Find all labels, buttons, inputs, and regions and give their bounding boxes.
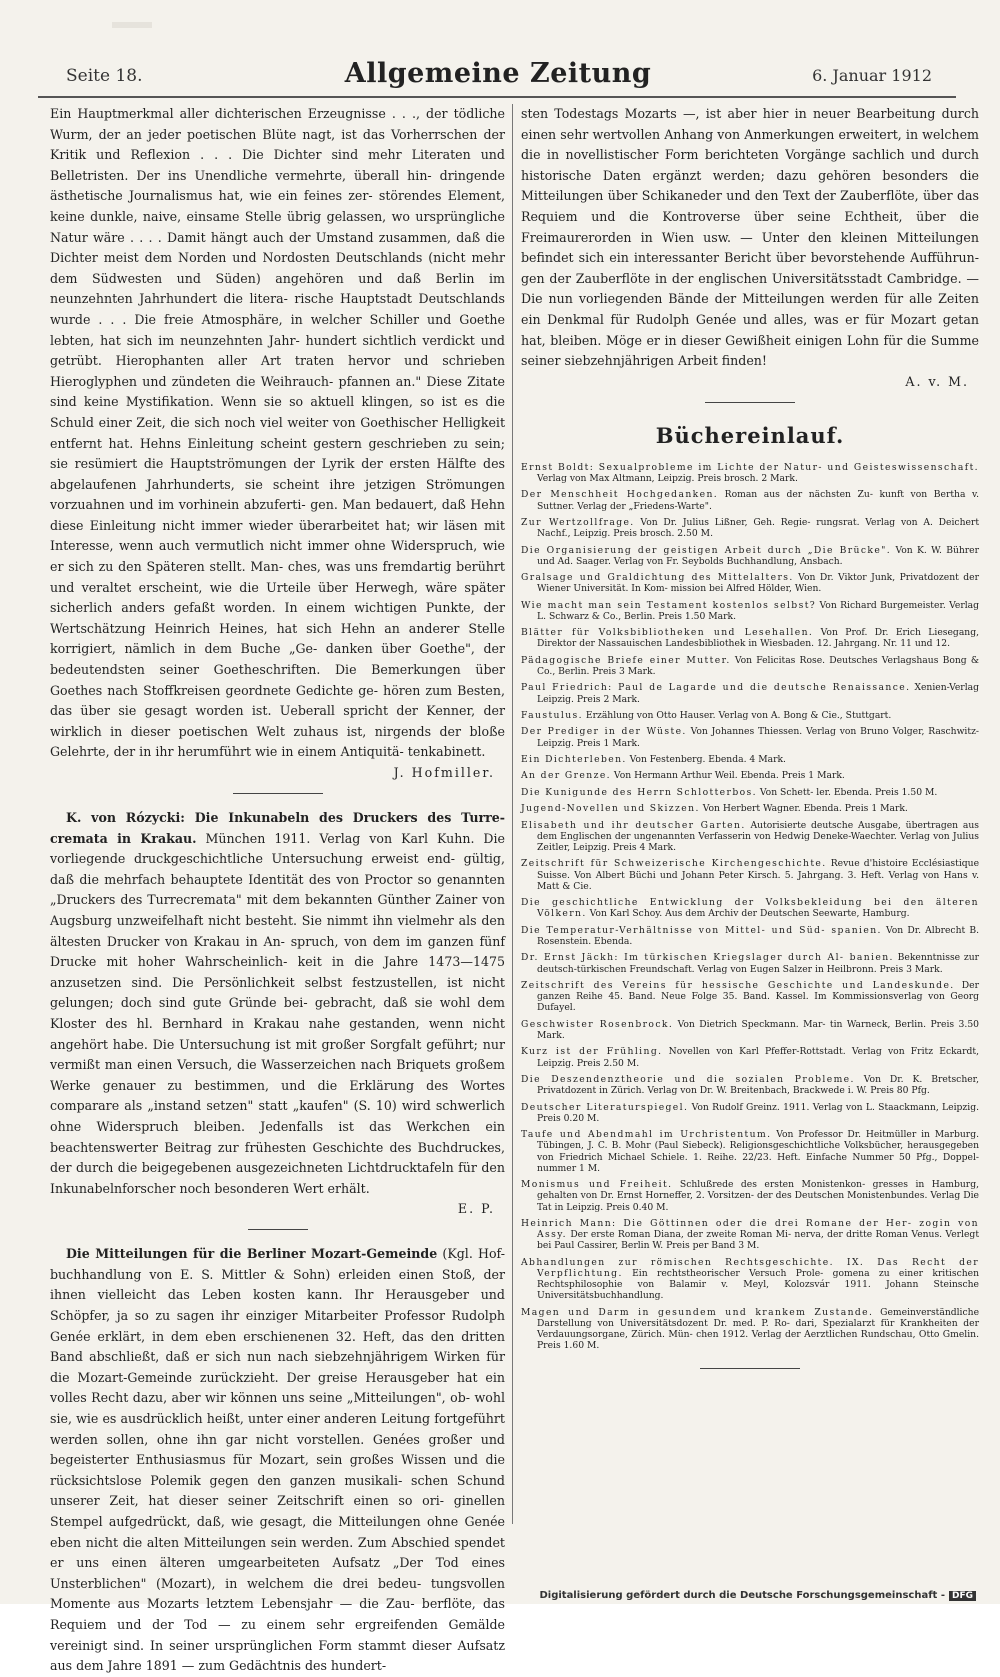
book-entry (521, 462, 979, 484)
book-entry (521, 1074, 979, 1096)
book-title: Magen und Darm in gesundem und krankem Zustande. (521, 1306, 874, 1318)
book-entry (521, 489, 979, 511)
book-title: Abhandlungen zur römischen Rechtsgeschichte. IX. Das Recht der Verpflichtung. (521, 1256, 979, 1279)
book-details: Der ganzen Reihe 45. Band. Neue Folge 35. Band. Kassel. Im Kommissionsverlag von Georg Dufayel. (537, 979, 979, 1014)
book-title: Ein Dichterleben. (521, 754, 627, 766)
book-entry (521, 925, 979, 947)
header-rule (38, 96, 956, 98)
book-entry (521, 803, 979, 814)
book-entry (521, 770, 979, 781)
book-details: Von Dr. Julius Lißner, Geh. Regie- rungsrat. Verlag von A. Deichert Nachf., Leipzig. Preis brosch. 2.50 M. (537, 516, 980, 540)
book-title: Wie macht man sein Testament kostenlos selbst? (521, 599, 817, 611)
book-details: Von Dr. Viktor Junk, Privatdozent der Wiener Universität. In Kom- mission bei Alfred Hölder, Wien. (537, 572, 979, 595)
book-details: Von Professor Dr. Heitmüller in Marburg. Tübingen, J. C. B. Mohr (Paul Siebeck). Religionsgeschichtliche Volksbücher, herausgegeben von Friedrich Michael Schiele. 1. Reihe. 22/23. Heft. Einfache Nummer 50 Pfg., Doppel- nummer 1 M. (537, 1129, 979, 1174)
book-title: Taufe und Abendmahl im Urchristentum. (521, 1129, 772, 1141)
book-entry (521, 517, 979, 539)
book-entry (521, 627, 979, 649)
book-title: Die Deszendenztheorie und die sozialen Probleme. (521, 1073, 855, 1085)
book-details: Von Dr. K. Bretscher, Privatdozent in Zürich. Verlag von Dr. W. Breitenbach, Brackwede i. W. Preis 80 Pfg. (537, 1073, 979, 1097)
book-title: Die Temperatur-Verhältnisse von Mittel- und Süd- spanien. (521, 924, 882, 936)
book-entry (521, 980, 979, 1014)
book-entry (521, 1019, 979, 1041)
book-details: Von Schett- ler. Ebenda. Preis 1.50 M. (759, 786, 938, 798)
book-title: Die Organisierung der geistigen Arbeit durch „Die Brücke". (521, 544, 892, 556)
page-number: Seite 18. (66, 66, 143, 86)
book-entry (521, 710, 979, 721)
review-incunabula-title: K. von Rózycki: Die Inkunabeln des Druckers des Turre- cremata in Krakau. (50, 810, 505, 846)
book-details: Novellen von Karl Pfeffer-Rottstadt. Verlag von Fritz Eckardt, Leipzig. Preis 2.50 M. (537, 1046, 980, 1069)
review-mozart-title: Die Mitteilungen für die Berliner Mozart-Gemeinde (66, 1246, 438, 1262)
book-details: Von Dietrich Speckmann. Mar- tin Warneck, Berlin. Preis 3.50 Mark. (537, 1018, 980, 1041)
book-details: Gemeinverständliche Darstellung von Universitätsdozent Dr. med. P. Ro- dari, Spezialarzt für Krankheiten der Verdauungsorgane, Zürich. Mün- chen 1912. Verlag der Aerztlichen Rundschau, Otto Gmelin. Preis 1.60 M. (537, 1306, 980, 1352)
book-title: Die Kunigunde des Herrn Schlotterbos. (521, 786, 757, 798)
book-details: Autorisierte deutsche Ausgabe, übertragen aus dem Englischen der ungenannten Verfasserin von Hedwig Deneke-Waechter. Verlag von Julius Zeitler, Leipzig. Preis 4 Mark. (537, 819, 980, 854)
book-entry (521, 726, 979, 748)
book-details: Von Rudolf Greinz. 1911. Verlag von L. Staackmann, Leipzig. Preis 0.20 M. (537, 1101, 979, 1124)
hehn-review-text: Ein Hauptmerkmal aller dichterischen Erzeugnisse . . ., der tödliche Wurm, der an jeder poetischen Blüte nagt, ist das Vorherrschen der Kritik und Reflexion . . . Die Dichter sind mehr Literaten und Belletristen. Der ins Unendliche vermehrte, überall hin- dringende ästhetische Journalismus hat, wie ein feines zer- störendes Element, keine dunkle, naive, einsame Stelle übrig gelassen, wo ursprüngliche Natur wäre . . . . Damit hängt auch der Umstand zusammen, daß die Dichter meist dem Norden und Nordosten Deutschlands (nicht mehr dem Südwesten und Süden) angehören und daß Berlin im neunzehnten Jahrhundert die litera- rische Hauptstadt Deutschlands wurde . . . Die freie Atmosphäre, in welcher Schiller und Goethe lebten, hat sich im neunzehnten Jahr- hundert sichtlich verdickt und getrübt. Hierophanten aller Art traten hervor und schrieben Hieroglyphen und zündeten die Weihrauch- pfannen an." Diese Zitate sind keine Mystifikation. Wenn sie so aktuell klingen, so ist es die Schuld einer Zeit, die sich noch viel weiter von Goethischer Helligkeit entfernt hat. Hehns Einleitung scheint gestern geschrieben zu sein; sie resümiert die Hauptströmungen der Lyrik der ersten Hälfte des abgelaufenen Jahrhunderts, sie scheint ihre jetzigen Strömungen vorzuahnen und im vorhinein abzuferti- gen. Man bedauert, daß Hehn diese Einleitung nicht immer wieder überarbeitet hat; wir läsen mit Interesse, wenn auch vermutlich nicht immer ohne Widerspruch, wie er sich zu den Späteren stellt. Man- ches, was uns fremdartig berührt und veraltet erscheint, wie die Urteile über Herwegh, wäre später sicherlich anders gefaßt worden. In einem wichtigen Punkte, der Wertschätzung Heinrich Heines, hat sich Hehn an anderer Stelle korrigiert, nämlich in dem Buche „Ge- danken über Goethe", der bedeutendsten seiner Goetheschriften. Die Bemerkungen über Goethes nach Stoffkreisen geordnete Gedichte ge- hören zum Besten, das über sie gesagt worden ist. Ueberall spricht der Kenner, der wirklich in dieser poetischen Welt zuhaus ist, nirgends der bloße Gelehrte, der in ihr herumführt wie in einem Antiquitä- tenkabinett. (50, 106, 505, 760)
book-title: An der Grenze. (521, 770, 611, 782)
book-details: Erzählung von Otto Hauser. Verlag von A. Bong & Cie., Stuttgart. (585, 710, 892, 722)
review-incunabula-body: München 1911. Verlag von Karl Kuhn. Die vorliegende druckgeschichtliche Untersuchung erweist end- gültig, daß die mehrfach behauptete Identität des von Proctor so genannten „Druckers des Turrecremata" mit dem bekannten Günther Zainer von Augsburg unzweifelhaft nicht besteht. Sie nimmt ihn vielmehr als den ältesten Drucker von Krakau in An- spruch, von dem im ganzen fünf Drucke mit hoher Wahrscheinlich- keit in die Jahre 1473—1475 anzusetzen sind. Die Persönlichkeit selbst festzustellen, ist nicht gelungen; doch sind gute Gründe bei- gebracht, daß sie wohl dem Kloster des hl. Bernhard in Krakau nahe gestanden, wenn nicht angehört habe. Die Untersuchung ist mit großer Sorgfalt geführt; nur vermißt man einen Versuch, die Wasserzeichen nach Briquets großem Werke genauer zu bestimmen, und die Erklärung des Wortes comparare als „instand setzen" statt „kaufen" (S. 10) wird schwerlich ohne Widerspruch bleiben. Jedenfalls ist das Werkchen ein beachtenswerter Beitrag zur frühesten Geschichte des Buchdruckes, der durch die beigegebenen ausgezeichneten Lichtdrucktafeln für den Inkunabelnforscher noch besonderen Wert erhält. (50, 830, 505, 1196)
book-entry (521, 1179, 979, 1213)
book-details: Von Prof. Dr. Erich Liesegang, Direktor der Nassauischen Landesbibliothek in Wiesbaden. 12. Jahrgang. Nr. 11 und 12. (537, 627, 980, 650)
book-entry (521, 682, 979, 704)
book-title: Die geschichtliche Entwicklung der Volksbekleidung bei den älteren Völkern. (521, 897, 979, 920)
book-title: Der Prediger in der Wüste. (521, 726, 687, 738)
book-title: Ernst Boldt: Sexualprobleme im Lichte der Natur- und Geisteswissenschaft. (521, 461, 979, 473)
book-entry (521, 754, 979, 765)
book-title: Zeitschrift des Vereins für hessische Geschichte und Landeskunde. (521, 979, 955, 991)
book-entry (521, 897, 979, 919)
page-header (38, 58, 958, 98)
footer-text: Digitalisierung gefördert durch die Deutsche Forschungsgemeinschaft - (539, 1590, 945, 1601)
separator (233, 793, 323, 794)
book-details: Von Karl Schoy. Aus dem Archiv der Deutschen Seewarte, Hamburg. (589, 908, 910, 920)
book-details: Von Hermann Arthur Weil. Ebenda. Preis 1 Mark. (613, 770, 845, 782)
book-title: Jugend-Novellen und Skizzen. (521, 803, 700, 815)
book-entry (521, 1102, 979, 1124)
book-entry (521, 655, 979, 677)
book-title: Zur Wertzollfrage. (521, 516, 635, 528)
book-entry (521, 545, 979, 567)
book-title: Heinrich Mann: Die Göttinnen oder die drei Romane der Her- zogin von Assy. (521, 1217, 979, 1241)
issue-date: 6. Januar 1912 (812, 66, 932, 85)
book-details: Von Johannes Thiessen. Verlag von Bruno Volger, Raschwitz-Leipzig. Preis 1 Mark. (537, 726, 980, 749)
book-details: Von Festenberg. Ebenda. 4 Mark. (629, 754, 786, 766)
book-details: Schlußrede des ersten Monistenkon- gresses in Hamburg, gehalten von Dr. Ernst Horneffer, 2. Vorsitzen- der des Deutschen Monistenbundes. Verlag Die Tat in Leipzig. Preis 0.40 M. (537, 1179, 979, 1213)
book-entry (521, 1307, 979, 1352)
book-entry (521, 787, 979, 798)
book-title: Faustulus. (521, 710, 583, 722)
signature-ep: E. P. (457, 1201, 495, 1217)
footer-credit (539, 1590, 976, 1601)
book-details: Roman aus der nächsten Zu- kunft von Bertha v. Suttner. Verlag der „Friedens-Warte". (537, 489, 980, 512)
book-entry (521, 600, 979, 622)
signature-hofmiller: J. Hofmiller. (393, 765, 495, 780)
book-title: Blätter für Volksbibliotheken und Lesehallen. (521, 627, 814, 639)
book-entry (521, 1129, 979, 1174)
book-details: Bekenntnisse zur deutsch-türkischen Freundschaft. Verlag von Eugen Salzer in Heilbronn. Preis 3 Mark. (537, 952, 980, 975)
book-entry (521, 1046, 979, 1068)
book-title: Der Menschheit Hochgedanken. (521, 489, 719, 501)
book-details: Ein rechtstheorischer Versuch Prole- gomena zu einer kritischen Rechtsphilosophie von Balamir v. Meyl, Kolozsvár 1911. Johann Steinsche Universitätsbuchhandlung. (537, 1267, 979, 1302)
signature-avm: A. v. M. (905, 373, 969, 389)
book-title: Zeitschrift für Schweizerische Kirchengeschichte. (521, 858, 827, 870)
book-details: Von Felicitas Rose. Deutsches Verlagshaus Bong & Co., Berlin. Preis 3 Mark. (537, 654, 979, 678)
separator (248, 1229, 308, 1230)
book-title: Pädagogische Briefe einer Mutter. (521, 654, 731, 666)
book-details: Xenien-Verlag Leipzig. Preis 2 Mark. (537, 682, 979, 705)
book-details: Von Richard Burgemeister. Verlag L. Schwarz & Co., Berlin. Preis 1.50 Mark. (537, 599, 980, 622)
book-title: Deutscher Literaturspiegel. (521, 1101, 689, 1113)
right-column (521, 104, 979, 1546)
book-entry (521, 858, 979, 892)
book-details: Von Dr. Albrecht B. Rosenstein. Ebenda. (537, 924, 979, 947)
book-entry (521, 1218, 979, 1252)
book-entry (521, 1257, 979, 1302)
book-title: Paul Friedrich: Paul de Lagarde und die deutsche Renaissance. (521, 682, 911, 694)
book-details: Der erste Roman Diana, der zweite Roman Mi- nerva, der dritte Roman Venus. Verlegt bei Paul Cassirer, Berlin W. Preis per Band 3 M. (537, 1229, 980, 1252)
review-incunabula (50, 808, 505, 1199)
separator (705, 402, 795, 403)
review-mozart (50, 1244, 505, 1676)
left-column (50, 104, 505, 1674)
book-entry (521, 952, 979, 974)
book-entry (521, 820, 979, 854)
column-divider (512, 104, 513, 1524)
book-details: Verlag von Max Altmann, Leipzig. Preis brosch. 2 Mark. (537, 472, 798, 484)
book-entry (521, 572, 979, 594)
end-rule (700, 1368, 800, 1369)
scan-smudge (112, 22, 152, 28)
section-title-buechereinlauf: Büchereinlauf. (655, 422, 845, 448)
book-title: Elisabeth und ihr deutscher Garten. (521, 819, 746, 831)
masthead-title: Allgemeine Zeitung (344, 58, 652, 89)
book-list (521, 462, 979, 1352)
book-title: Kurz ist der Frühling. (521, 1046, 663, 1058)
book-details: Revue d'histoire Ecclésiastique Suisse. Von Albert Büchi und Johann Peter Kirsch. 5. Jahrgang. 3. Heft. Verlag von Hans v. Matt & Cie. (537, 858, 980, 892)
book-title: Dr. Ernst Jäckh: Im türkischen Kriegslager durch Al- banien. (521, 952, 894, 964)
book-details: Von Herbert Wagner. Ebenda. Preis 1 Mark. (702, 803, 908, 815)
mozart-review-continued: sten Todestags Mozarts —, ist aber hier in neuer Bearbeitung durch einen sehr wertvollen Anhang von Anmerkungen erweitert, in welchem die in novellistischer Form berichteten Vorgänge sachlich und durch historische Daten ergänzt werden; dazu gehören besonders die Mitteilungen über Schikaneder und den Text der Zauberflöte, über das Requiem und die Kontroverse über seine Echtheit, über die Freimaurerorden in Wien usw. — Unter den kleinen Mitteilungen befindet sich ein interessanter Bericht über bevorstehende Aufführun- gen der Zauberflöte in der englischen Universitätsstadt Cambridge. — Die nun vorliegenden Bände der Mitteilungen werden für alle Zeiten ein Denkmal für Rudolph Genée und alles, was er für Mozart getan hat, bleiben. Möge er in dieser Gewißheit einigen Lohn für die Summe seiner siebzehnjährigen Arbeit finden! (521, 106, 979, 369)
book-title: Gralsage und Graldichtung des Mittelalters. (521, 572, 794, 584)
book-title: Geschwister Rosenbrock. (521, 1018, 674, 1030)
review-mozart-body: (Kgl. Hof- buchhandlung von E. S. Mittler & Sohn) erleiden einen Stoß, der ihnen vielleicht das Leben kosten kann. Ihr Herausgeber und Schöpfer, ja so zu sagen ihr einziger Mitarbeiter Professor Rudolph Genée erklärt, in dem eben erschienenen 32. Heft, das den dritten Band abschließt, daß er sich nun nach siebzehnjährigem Wirken für die Mozart-Gemeinde zurückzieht. Der greise Herausgeber hat ein volles Recht dazu, aber wir können uns seine „Mitteilungen", ob- wohl sie, wie es ausdrücklich heißt, unter einer anderen Leitung fortgeführt werden sollen, ohne ihn gar nicht vorstellen. Genées großer und begeisterter Enthusiasmus für Mozart, sein großes Wissen und die rücksichtslose Polemik gegen den ganzen musikali- schen Schund unserer Zeit, hat dieser seiner Zeitschrift einen so ori- ginellen Stempel aufgedrückt, daß, wie gesagt, die Mitteilungen ohne Genée eben nicht die alten Mitteilungen sein werden. Zum Abschied spendet er uns einen älteren umgearbeiteten Aufsatz „Der Tod eines Unsterblichen" (Mozart), in welchem die drei bedeu- tungsvollen Momente aus Mozarts letztem Lebensjahr — die Zau- berflöte, das Requiem und der Tod — zu einem sehr ergreifenden Gemälde vereinigt sind. In seiner ursprünglichen Form stammt dieser Aufsatz aus dem Jahre 1891 — zum Gedächtnis des hundert- (50, 1246, 505, 1674)
book-details: Von K. W. Bührer und Ad. Saager. Verlag von Fr. Seybolds Buchhandlung, Ansbach. (537, 544, 980, 567)
dfg-logo: DFG (949, 1591, 976, 1601)
book-title: Monismus und Freiheit. (521, 1179, 673, 1191)
